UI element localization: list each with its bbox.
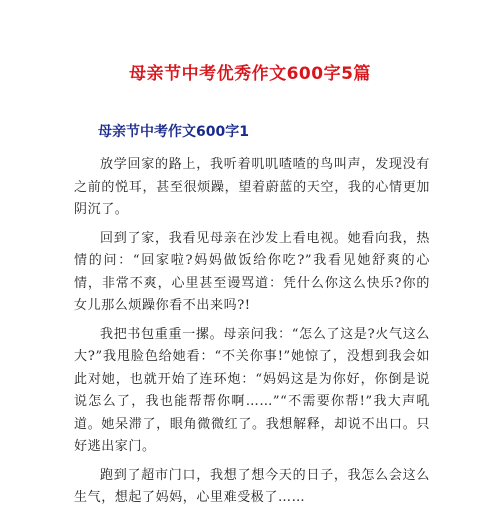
paragraph-2: 回到了家，我看见母亲在沙发上看电视。她看向我，热情的问：“回家啦?妈妈做饭给你吃?”我看见她舒爽的心情，非常不爽，心里甚至谩骂道：凭什么你这么快乐?你的女儿那么烦躁你看不出来吗?! [74,230,430,313]
paragraph-3: 我把书包重重一摞。母亲问我：“怎么了这是?火气这么大?”我甩脸色给她看：“不关你事!”她惊了，没想到我会如此对她，也就开始了连环炮：“妈妈这是为你好，你倒是说说怎么了，我也能帮帮你啊……”“不需要你帮!”我大声吼道。她呆滞了，眼角微微红了。我想解释，却说不出口。只好逃出家门。 [74,326,430,454]
paragraph-4: 跑到了超市门口，我想了想今天的日子，我怎么会这么生气，想起了妈妈，心里难受极了…… [74,467,430,505]
paragraph-1: 放学回家的路上，我听着叽叽喳喳的鸟叫声，发现没有之前的悦耳，甚至很烦躁，望着蔚蓝的天空，我的心情更加阴沉了。 [74,157,430,217]
page-title: 母亲节中考优秀作文600字5篇 [129,64,371,84]
article-body [74,154,430,516]
section-heading: 母亲节中考作文600字1 [98,124,249,140]
